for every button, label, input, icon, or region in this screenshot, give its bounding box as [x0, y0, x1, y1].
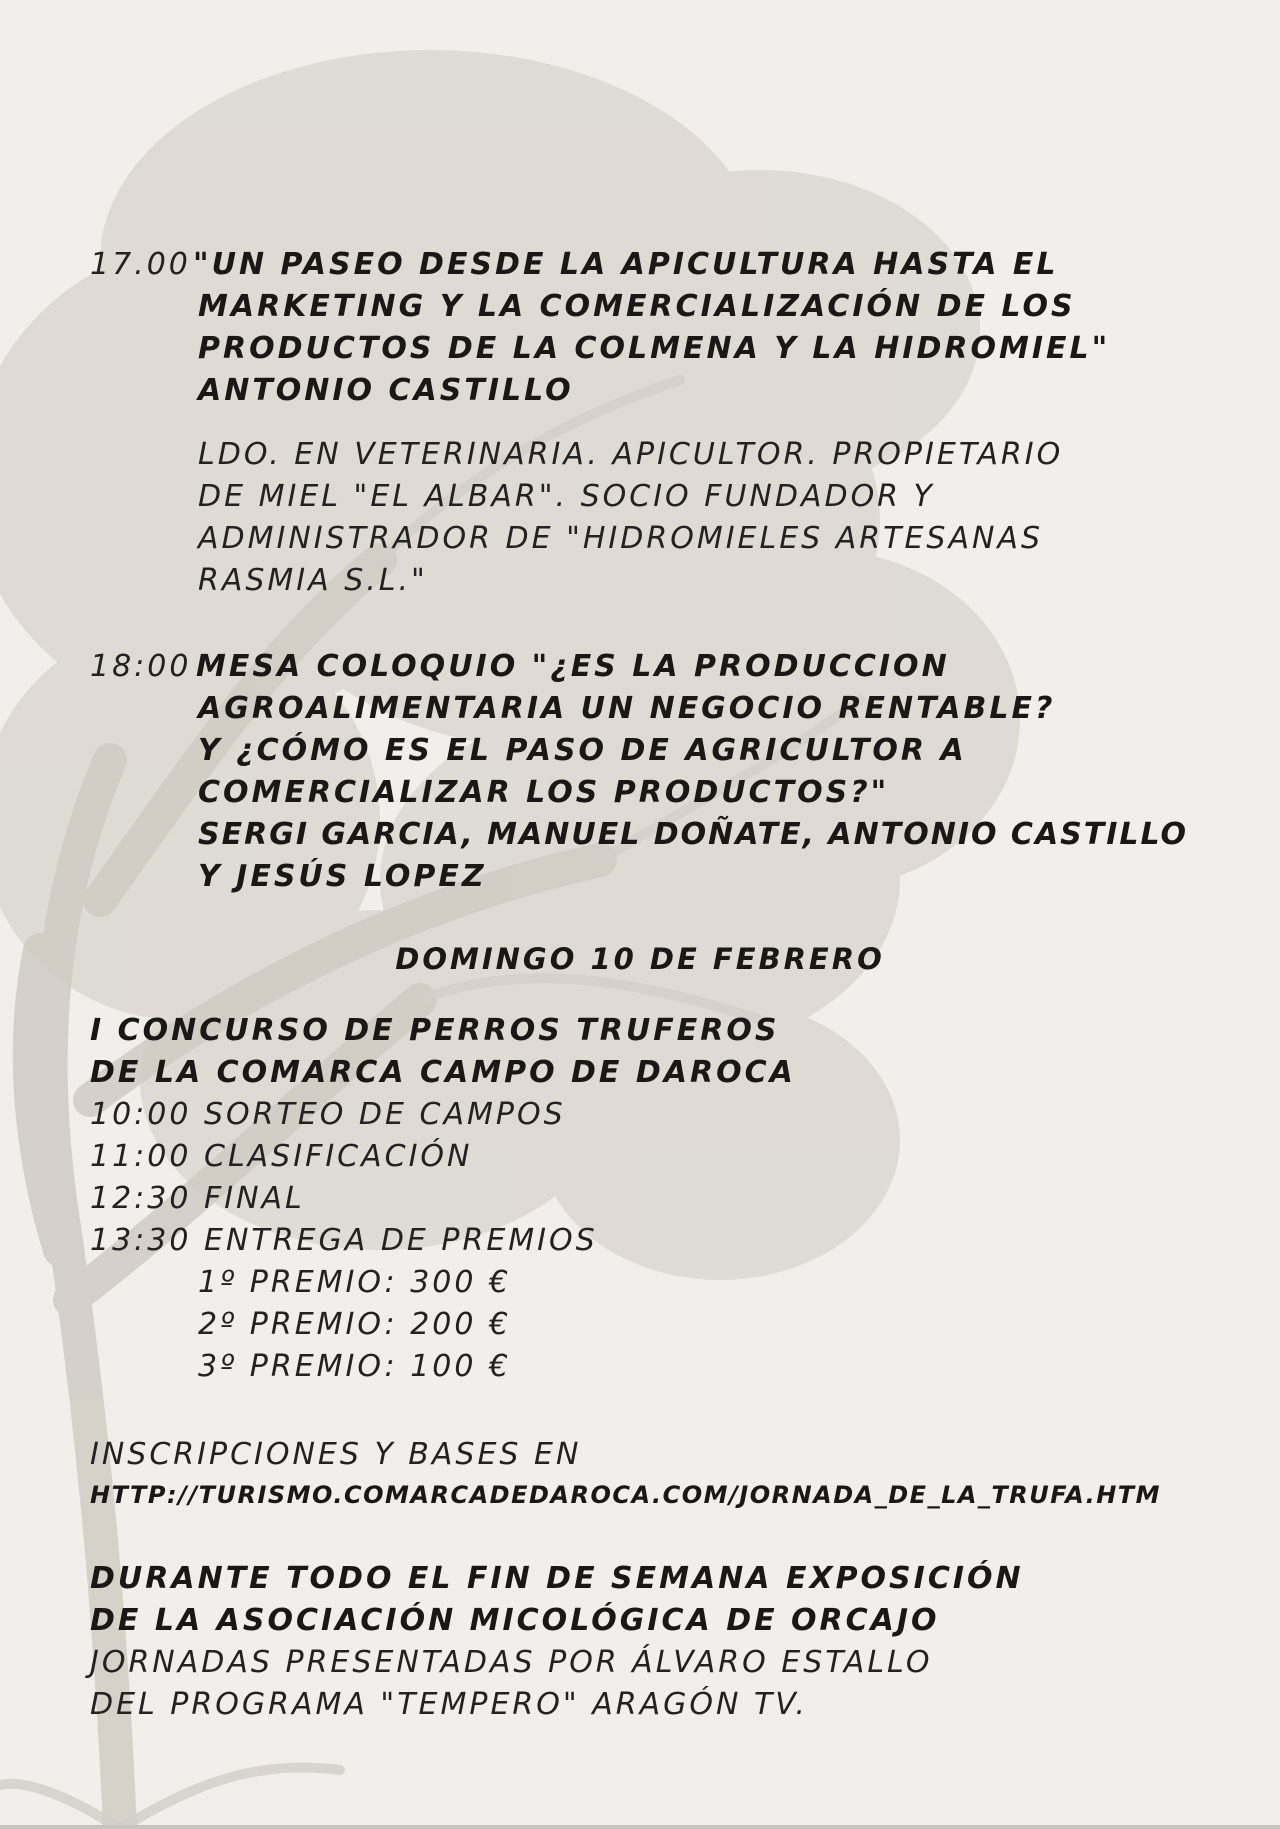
session1-bio-line: LDO. EN VETERINARIA. APICULTOR. PROPIETARIO [198, 437, 1064, 472]
session1-time: 17.00 [90, 247, 191, 282]
session2-title-line: COMERCIALIZAR LOS PRODUCTOS?" [198, 775, 890, 810]
session2-speakers: Y JESÚS LOPEZ [198, 859, 487, 894]
contest-schedule-item: 10:00 SORTEO DE CAMPOS [90, 1097, 566, 1132]
contest-title-line: I CONCURSO DE PERROS TRUFEROS [90, 1013, 780, 1048]
session2-time: 18:00 [90, 649, 192, 684]
session1-title-line: MARKETING Y LA COMERCIALIZACIÓN DE LOS [198, 289, 1076, 324]
contest-schedule-item: 11:00 CLASIFICACIÓN [90, 1139, 473, 1174]
session1-speaker: ANTONIO CASTILLO [198, 373, 574, 408]
session2-speakers: SERGI GARCIA, MANUEL DOÑATE, ANTONIO CASTILLO [198, 817, 1189, 852]
day-heading: DOMINGO 10 DE FEBRERO [395, 942, 885, 976]
exhibition-credit-line: DEL PROGRAMA "TEMPERO" ARAGÓN TV. [90, 1687, 808, 1722]
prize-item: 1º PREMIO: 300 € [198, 1265, 512, 1300]
exhibition-title-line: DE LA ASOCIACIÓN MICOLÓGICA DE ORCAJO [90, 1603, 940, 1638]
exhibition-credit-line: JORNADAS PRESENTADAS POR ÁLVARO ESTALLO [90, 1645, 933, 1680]
session2-title-line: AGROALIMENTARIA UN NEGOCIO RENTABLE? [198, 691, 1056, 726]
session1-bio-line: DE MIEL "EL ALBAR". SOCIO FUNDADOR Y [198, 479, 935, 514]
registration-url-link[interactable]: HTTP://TURISMO.COMARCADEDAROCA.COM/JORNADA_DE_LA_TRUFA.HTM [90, 1481, 1162, 1509]
contest-schedule-item: 12:30 FINAL [90, 1181, 305, 1216]
session1-title-line: "UN PASEO DESDE LA APICULTURA HASTA EL [193, 247, 1059, 282]
contest-schedule-item: 13:30 ENTREGA DE PREMIOS [90, 1223, 598, 1258]
prize-item: 2º PREMIO: 200 € [198, 1307, 512, 1342]
prize-item: 3º PREMIO: 100 € [198, 1349, 512, 1384]
session2-title-line: MESA COLOQUIO "¿ES LA PRODUCCION [196, 649, 950, 684]
session2-title-line: Y ¿CÓMO ES EL PASO DE AGRICULTOR A [198, 733, 967, 768]
session1-title-line: PRODUCTOS DE LA COLMENA Y LA HIDROMIEL" [198, 331, 1111, 366]
session1-bio-line: RASMIA S.L." [198, 563, 428, 598]
contest-title-line: DE LA COMARCA CAMPO DE DAROCA [90, 1055, 796, 1090]
exhibition-title-line: DURANTE TODO EL FIN DE SEMANA EXPOSICIÓN [90, 1561, 1024, 1596]
registration-label: INSCRIPCIONES Y BASES EN [90, 1437, 582, 1472]
session1-bio-line: ADMINISTRADOR DE "HIDROMIELES ARTESANAS [198, 521, 1043, 556]
